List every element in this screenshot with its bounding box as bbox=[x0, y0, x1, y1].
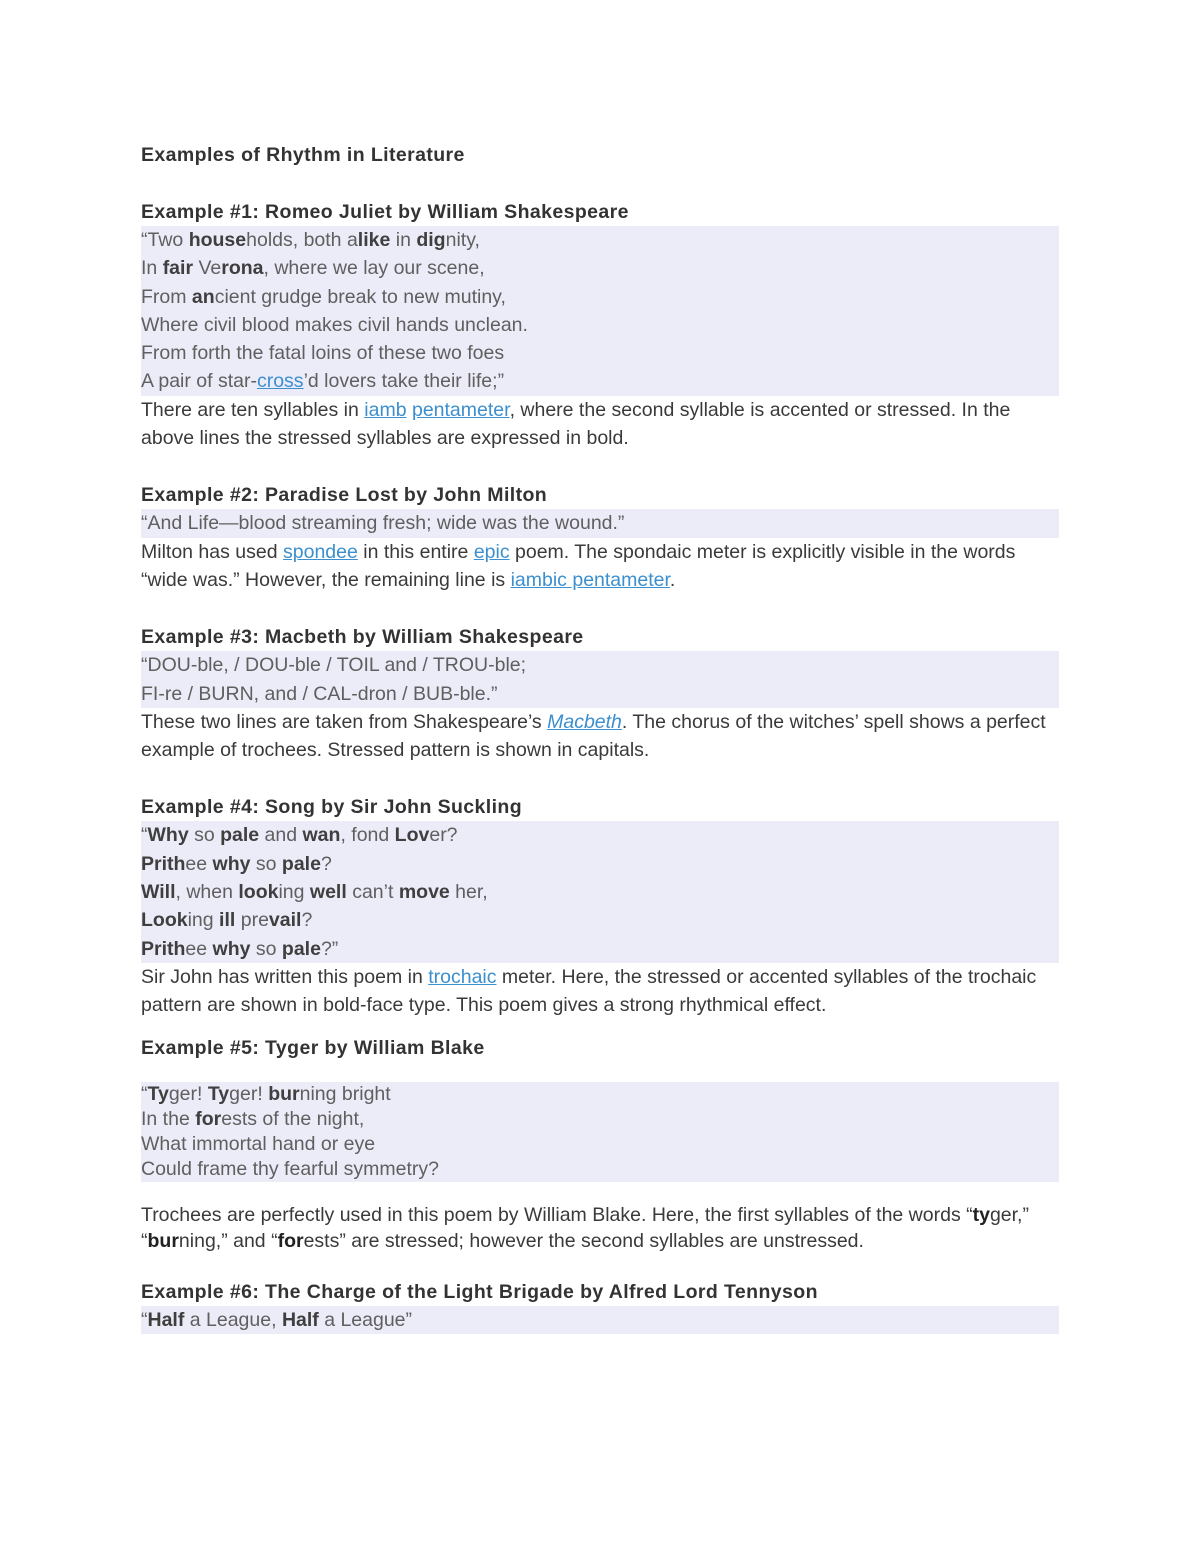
stressed-syllable: ty bbox=[972, 1203, 990, 1226]
text-run: ?” bbox=[320, 937, 339, 960]
text-run: in this entire bbox=[357, 540, 474, 563]
text-run: ning,” and “ bbox=[178, 1229, 278, 1252]
stressed-syllable: move bbox=[398, 881, 450, 904]
example-4 bbox=[141, 793, 1059, 1019]
text-run: ee bbox=[185, 937, 213, 960]
quote-block bbox=[141, 1306, 1059, 1334]
stressed-syllable: why bbox=[212, 937, 251, 960]
poem-line bbox=[141, 1157, 1059, 1182]
iamb-link[interactable]: iamb bbox=[364, 398, 407, 421]
explanation-paragraph bbox=[141, 963, 1059, 1020]
stressed-syllable: bur bbox=[147, 1229, 179, 1252]
poem-line bbox=[141, 1107, 1059, 1132]
stressed-syllable: Half bbox=[281, 1308, 319, 1331]
text-run: ? bbox=[301, 909, 313, 932]
text-run: From bbox=[141, 285, 192, 308]
stressed-syllable: well bbox=[309, 881, 347, 904]
stressed-syllable: Prith bbox=[141, 937, 186, 960]
text-run: ger! bbox=[229, 1082, 269, 1105]
stressed-syllable: house bbox=[188, 229, 247, 251]
example-heading: Example #6: The Charge of the Light Brigade by Alfred Lord Tennyson bbox=[141, 1280, 818, 1303]
spacer bbox=[141, 1062, 1059, 1082]
text-run: Milton has used bbox=[141, 540, 283, 563]
pentameter-link[interactable]: pentameter bbox=[411, 398, 510, 421]
poem-line bbox=[141, 1132, 1059, 1157]
example-6 bbox=[141, 1278, 1059, 1334]
text-run: ests of the night, bbox=[221, 1107, 365, 1130]
poem-line bbox=[141, 254, 1059, 282]
stressed-syllable: for bbox=[195, 1107, 222, 1130]
explanation-paragraph bbox=[141, 708, 1059, 765]
text-run: . The chorus of the witches’ spell shows a perfect example of trochees. Stressed pattern is shown in capitals. bbox=[141, 710, 1046, 762]
text-run: Could frame thy fearful symmetry? bbox=[141, 1157, 440, 1180]
stressed-syllable: wan bbox=[302, 824, 341, 847]
text-run: In bbox=[141, 257, 163, 280]
text-run: . bbox=[669, 568, 676, 591]
macbeth-link[interactable]: Macbeth bbox=[547, 710, 622, 733]
text-run: cient grudge break to new mutiny, bbox=[214, 285, 506, 308]
text-run: ning bright bbox=[299, 1082, 391, 1105]
text-run: In the bbox=[141, 1107, 196, 1130]
iambic-pentameter-link[interactable]: iambic pentameter bbox=[510, 568, 670, 591]
text-run: ee bbox=[185, 852, 213, 875]
text-run: a League, bbox=[184, 1308, 282, 1331]
text-run: Where civil blood makes civil hands unclean. bbox=[141, 313, 528, 336]
poem-line bbox=[141, 339, 1059, 367]
document-body bbox=[141, 141, 1059, 1334]
poem-line bbox=[141, 226, 1059, 254]
text-run: , when bbox=[175, 881, 239, 904]
text-run: holds, both a bbox=[246, 229, 358, 251]
text-run: These two lines are taken from Shakespeare’s bbox=[141, 710, 548, 733]
epic-link[interactable]: epic bbox=[473, 540, 510, 563]
text-run: Sir John has written this poem in bbox=[141, 965, 429, 988]
text-run: meter. Here, the stressed or accented syllables of the trochaic pattern are shown in bold-face type. This poem gives a strong rhythmical effect. bbox=[141, 965, 1037, 1017]
stressed-syllable: Prith bbox=[141, 852, 186, 875]
text-run: ing bbox=[278, 881, 310, 904]
poem-line bbox=[141, 821, 1059, 849]
text-run: ger,” “ bbox=[141, 1203, 1029, 1252]
text-run: pre bbox=[235, 909, 269, 932]
trochaic-link[interactable]: trochaic bbox=[428, 965, 497, 988]
text-run: ests” are stressed; however the second syllables are unstressed. bbox=[303, 1229, 864, 1252]
text-run: , where the second syllable is accented or stressed. In the above lines the stressed syllables are expressed in bold. bbox=[141, 398, 1011, 450]
stressed-syllable: pale bbox=[281, 937, 321, 960]
poem-line: “DOU-ble, / DOU-ble / TOIL and / TROU-ble; bbox=[141, 654, 527, 677]
text-run: “ bbox=[141, 1308, 148, 1331]
poem-line bbox=[141, 906, 1059, 934]
quote-block bbox=[141, 1082, 1059, 1182]
text-run: er? bbox=[429, 824, 458, 847]
stressed-syllable: Ty bbox=[207, 1082, 230, 1105]
stressed-syllable: look bbox=[238, 881, 279, 904]
stressed-syllable: Look bbox=[141, 909, 188, 932]
example-heading: Example #1: Romeo Juliet by William Shakespeare bbox=[141, 201, 629, 223]
stressed-syllable: pale bbox=[220, 824, 260, 847]
poem-line bbox=[141, 878, 1059, 906]
stressed-syllable: pale bbox=[281, 852, 321, 875]
stressed-syllable: Lov bbox=[394, 824, 430, 847]
explanation-paragraph bbox=[141, 1202, 1059, 1254]
explanation-paragraph bbox=[141, 538, 1059, 595]
stressed-syllable: Why bbox=[147, 824, 189, 847]
example-heading: Example #3: Macbeth by William Shakespeare bbox=[141, 626, 584, 649]
example-5 bbox=[141, 1034, 1059, 1254]
poem-line bbox=[141, 311, 1059, 339]
stressed-syllable: why bbox=[212, 852, 251, 875]
text-run: and bbox=[259, 824, 303, 847]
example-2 bbox=[141, 481, 1059, 594]
poem-line bbox=[141, 1306, 1059, 1334]
poem-line: FI-re / BURN, and / CAL-dron / BUB-ble.” bbox=[141, 682, 498, 705]
poem-line: “And Life—blood streaming fresh; wide was the wound.” bbox=[141, 512, 625, 535]
text-run: What immortal hand or eye bbox=[141, 1132, 376, 1155]
stressed-syllable: an bbox=[191, 285, 215, 308]
example-heading: Example #5: Tyger by William Blake bbox=[141, 1036, 485, 1059]
example-1 bbox=[141, 198, 1059, 452]
stressed-syllable: fair bbox=[162, 257, 194, 280]
quote-block bbox=[141, 821, 1059, 962]
text-run: Ve bbox=[193, 257, 222, 280]
stressed-syllable: for bbox=[277, 1229, 304, 1252]
document-title: Examples of Rhythm in Literature bbox=[141, 144, 465, 166]
quote-block bbox=[141, 226, 1059, 396]
text-run: From forth the fatal loins of these two foes bbox=[141, 342, 505, 365]
text-run: nity, bbox=[445, 229, 480, 251]
text-run: , where we lay our scene, bbox=[263, 257, 485, 280]
stressed-syllable: Half bbox=[147, 1308, 185, 1331]
stressed-syllable: bur bbox=[268, 1082, 300, 1105]
text-run: a League” bbox=[318, 1308, 413, 1331]
stressed-syllable: rona bbox=[221, 257, 264, 280]
stressed-syllable: like bbox=[357, 229, 391, 251]
text-run: so bbox=[188, 824, 221, 847]
poem-line bbox=[141, 367, 1059, 395]
text-run: ’d lovers take their life;” bbox=[303, 370, 505, 393]
text-run: A pair of star- bbox=[141, 370, 257, 393]
spacer bbox=[141, 1182, 1059, 1202]
text-run: “ bbox=[141, 824, 148, 847]
poem-line bbox=[141, 935, 1059, 963]
stressed-syllable: dig bbox=[416, 229, 446, 251]
text-run: can’t bbox=[346, 881, 399, 904]
text-run: poem. The spondaic meter is explicitly visible in the words “wide was.” However, the remaining line is bbox=[141, 540, 1016, 591]
stressed-syllable: Ty bbox=[147, 1082, 169, 1105]
poem-line bbox=[141, 283, 1059, 311]
cross-link[interactable]: cross bbox=[256, 370, 304, 393]
stressed-syllable: ill bbox=[219, 909, 236, 932]
poem-line bbox=[141, 850, 1059, 878]
example-3 bbox=[141, 623, 1059, 764]
text-run: Trochees are perfectly used in this poem by William Blake. Here, the first syllables of the words “ bbox=[141, 1203, 973, 1226]
stressed-syllable: Will bbox=[141, 881, 176, 904]
text-run: ? bbox=[320, 852, 332, 875]
text-run: “ bbox=[141, 1082, 148, 1105]
text-run: so bbox=[250, 852, 282, 875]
text-run: “Two bbox=[141, 229, 189, 251]
stressed-syllable: vail bbox=[268, 909, 302, 932]
example-heading: Example #4: Song by Sir John Suckling bbox=[141, 796, 523, 819]
quote-block bbox=[141, 651, 1059, 708]
text-run: her, bbox=[449, 881, 488, 904]
text-run: ing bbox=[187, 909, 220, 932]
text-run: ger! bbox=[168, 1082, 208, 1105]
text-run: so bbox=[250, 937, 282, 960]
text-run: in bbox=[390, 229, 417, 251]
poem-line bbox=[141, 1082, 1059, 1107]
text-run: , fond bbox=[340, 824, 395, 847]
example-heading: Example #2: Paradise Lost by John Milton bbox=[141, 484, 548, 507]
spondee-link[interactable]: spondee bbox=[283, 540, 358, 563]
explanation-paragraph bbox=[141, 396, 1059, 453]
text-run: There are ten syllables in bbox=[141, 398, 365, 421]
quote-block bbox=[141, 509, 1059, 537]
